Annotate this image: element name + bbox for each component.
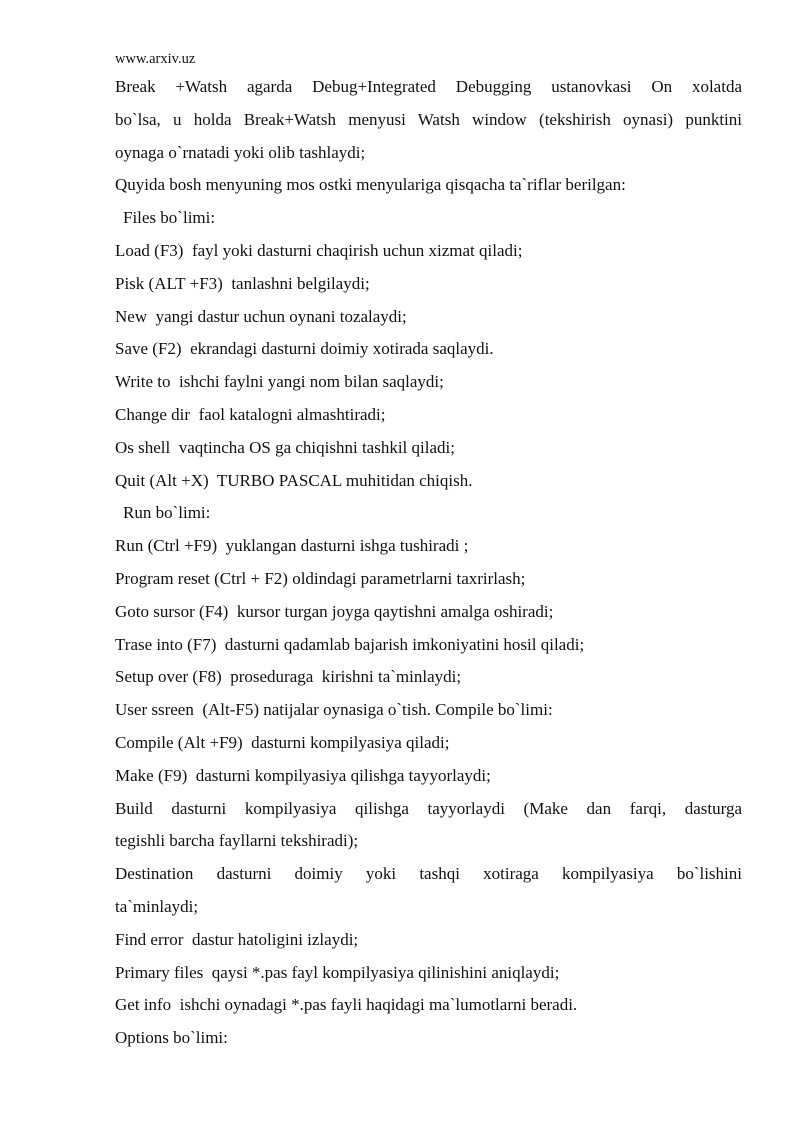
site-header: www.arxiv.uz (115, 51, 196, 67)
text-line: Change dir faol katalogni almashtiradi; (115, 404, 386, 424)
text-line: Make (F9) dasturni kompilyasiya qilishga tayyorlaydi; (115, 765, 491, 785)
text-line: bo`lsa, u holda Break+Watsh menyusi Watsh window (tekshirish oynasi) punktini (115, 109, 742, 129)
text-line: Setup over (F8) proseduraga kirishni ta`minlaydi; (115, 667, 462, 687)
text-line: oynaga o`rnatadi yoki olib tashlaydi; (115, 142, 366, 162)
section-heading-options: Options bo`limi: (115, 1028, 228, 1048)
text-line: Run (Ctrl +F9) yuklangan dasturni ishga tushiradi ; (115, 536, 469, 556)
section-heading-run: Run bo`limi: (123, 503, 211, 523)
text-line: New yangi dastur uchun oynani tozalaydi; (115, 306, 407, 326)
text-line: Compile (Alt +F9) dasturni kompilyasiya qiladi; (115, 732, 450, 752)
text-line: Program reset (Ctrl + F2) oldindagi parametrlarni taxrirlash; (115, 568, 526, 588)
text-line: Find error dastur hatoligini izlaydi; (115, 929, 359, 949)
text-line: User ssreen (Alt-F5) natijalar oynasiga o`tish. Compile bo`limi: (115, 700, 553, 720)
text-line: Primary files qaysi *.pas fayl kompilyasiya qilinishini aniqlaydi; (115, 962, 560, 982)
text-line: Save (F2) ekrandagi dasturni doimiy xotirada saqlaydi. (115, 339, 494, 359)
text-line: Build dasturni kompilyasiya qilishga tayyorlaydi (Make dan farqi, dasturga (115, 798, 742, 818)
text-line: Destination dasturni doimiy yoki tashqi xotiraga kompilyasiya bo`lishini (115, 864, 742, 884)
text-line: Quyida bosh menyuning mos ostki menyulariga qisqacha ta`riflar berilgan: (115, 175, 626, 195)
text-line: Load (F3) fayl yoki dasturni chaqirish uchun xizmat qiladi; (115, 240, 523, 260)
text-line: Goto sursor (F4) kursor turgan joyga qaytishni amalga oshiradi; (115, 601, 554, 621)
document-body (115, 71, 742, 1055)
section-heading-files: Files bo`limi: (123, 208, 216, 228)
text-line: tegishli barcha fayllarni tekshiradi); (115, 831, 359, 851)
text-line: Quit (Alt +X) TURBO PASCAL muhitidan chiqish. (115, 470, 473, 490)
text-line: Pisk (ALT +F3) tanlashni belgilaydi; (115, 273, 370, 293)
text-line: Write to ishchi faylni yangi nom bilan saqlaydi; (115, 372, 444, 392)
text-line: Break +Watsh agarda Debug+Integrated Debugging ustanovkasi On xolatda (115, 77, 742, 96)
text-line: Get info ishchi oynadagi *.pas fayli haqidagi ma`lumotlarni beradi. (115, 995, 578, 1015)
text-line: Os shell vaqtincha OS ga chiqishni tashkil qiladi; (115, 437, 455, 457)
text-line: Trase into (F7) dasturni qadamlab bajarish imkoniyatini hosil qiladi; (115, 634, 585, 654)
text-line: ta`minlaydi; (115, 896, 199, 916)
